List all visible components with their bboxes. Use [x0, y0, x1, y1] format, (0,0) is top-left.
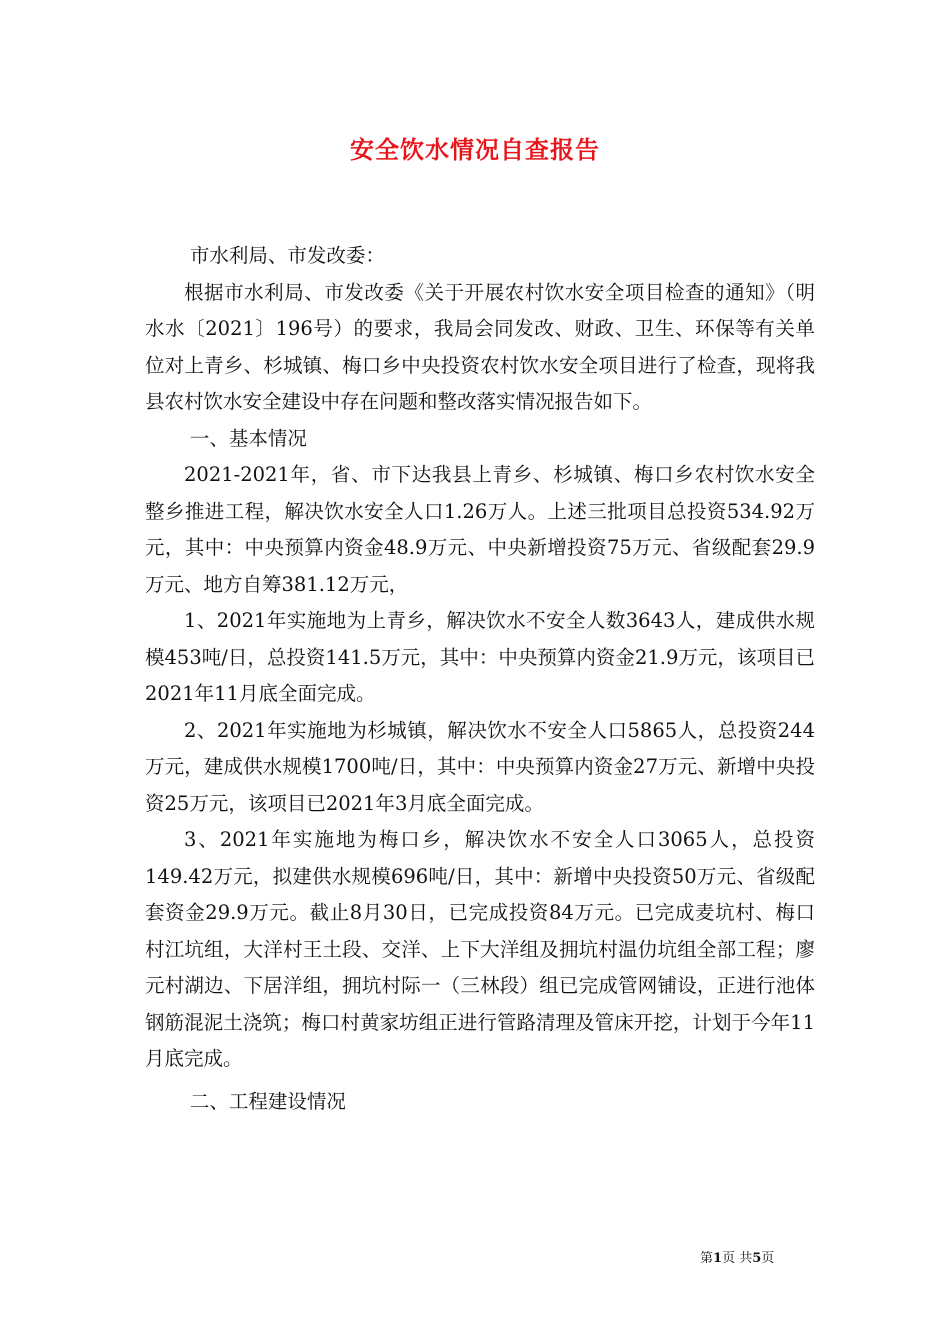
- section-heading-basic: 一、基本情况: [189, 426, 307, 450]
- body-paragraph: 2021-2021年，省、市下达我县上青乡、杉城镇、梅口乡农村饮水安全整乡推进工程，解决饮水安全人口1.26万人。上述三批项目总投资534.92万元，其中：中央预算内资金48.9万元、中央新增投资75万元、省级配套29.9万元、地方自筹381.12万元，: [145, 463, 815, 596]
- body-paragraph: 1、2021年实施地为上青乡，解决饮水不安全人数3643人，建成供水规模453吨/日，总投资141.5万元，其中：中央预算内资金21.9万元，该项目已2021年11月底全面完成。: [145, 609, 815, 705]
- current-page-number: 1: [713, 1251, 723, 1266]
- body-paragraph: 2、2021年实施地为杉城镇，解决饮水不安全人口5865人，总投资244万元，建成供水规模1700吨/日，其中：中央预算内资金27万元、新增中央投资25万元，该项目已2021年3月底全面完成。: [145, 718, 815, 815]
- intro-paragraph: 根据市水利局、市发改委《关于开展农村饮水安全项目检查的通知》（明水水〔2021〕196号）的要求，我局会同发改、财政、卫生、环保等有关单位对上青乡、杉城镇、梅口乡中央投资农村饮水安全项目进行了检查，现将我县农村饮水安全建设中存在问题和整改落实情况报告如下。: [145, 280, 815, 413]
- footer-prefix: 第: [700, 1251, 714, 1266]
- body-paragraph: 3、2021年实施地为梅口乡，解决饮水不安全人口3065人，总投资149.42万元，拟建供水规模696吨/日，其中：新增中央投资50万元、省级配套资金29.9万元。截止8月30日，已完成投资84万元。已完成麦坑村、梅口村江坑组，大洋村王土段、交洋、上下大洋组及拥坑村温仂坑组全部工程；廖元村湖边、下居洋组，拥坑村际一（三林段）组已完成管网铺设，正进行池体钢筋混泥土浇筑；梅口村黄家坊组正进行管路清理及管床开挖，计划于今年11月底完成。: [145, 828, 815, 1070]
- section-heading-construction: 二、工程建设情况: [189, 1089, 346, 1113]
- footer-middle: 页 共: [722, 1251, 753, 1266]
- page-number-footer: [700, 1247, 840, 1266]
- footer-suffix: 页: [761, 1251, 775, 1266]
- salutation: 市水利局、市发改委：: [189, 244, 385, 267]
- document-title: 安全饮水情况自查报告: [350, 135, 600, 164]
- total-page-count: 5: [752, 1251, 762, 1266]
- document-body: [145, 238, 815, 1120]
